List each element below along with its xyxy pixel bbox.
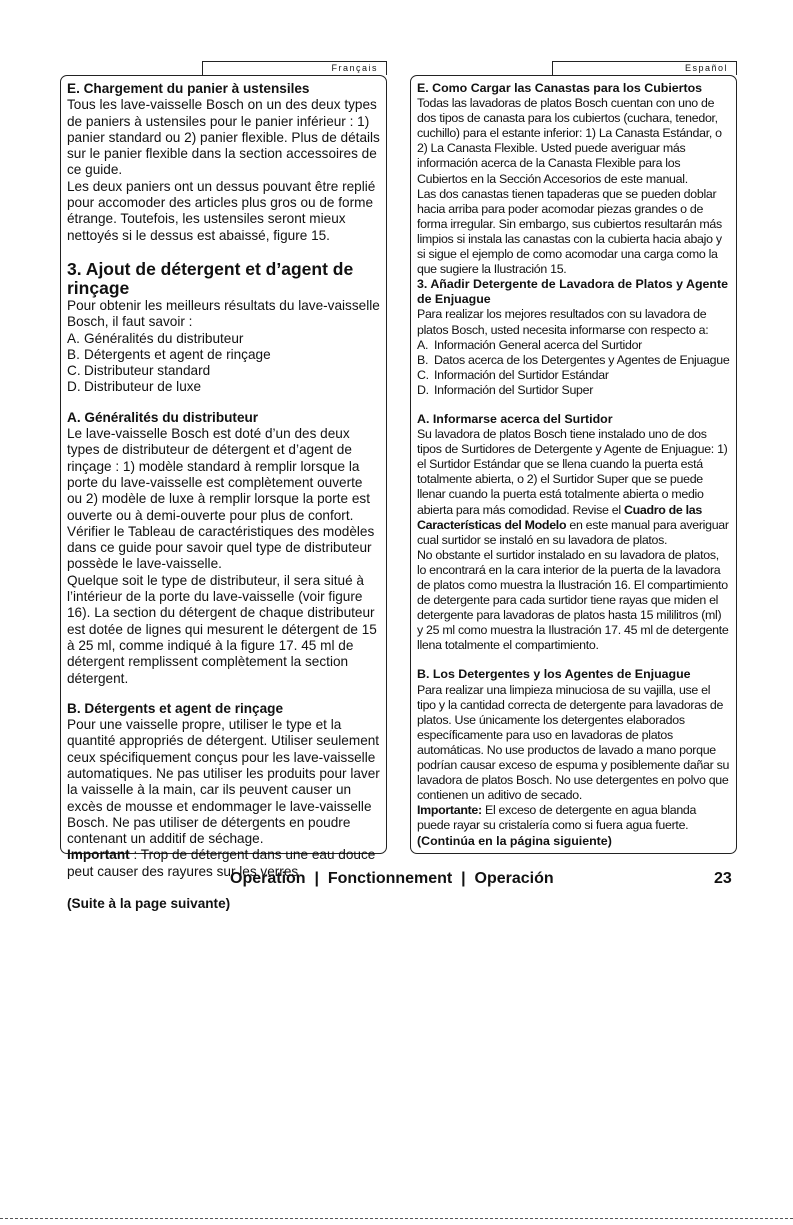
list-item: C. Información del Surtidor Estándar [417, 367, 609, 382]
section-a-paragraph: No obstante el surtidor instalado en su lavadora de platos, lo encontrará en la cara interior de la puerta de la lavadora de platos como muestra la Ilustración 16. El compartimiento de detergente para cada surtidor tiene rayas que miden el detergente para lavadoras de platos hasta 15 mililitros (ml) y 25 ml como muestra la Ilustración 17. 45 ml de detergente llena totalmente el compartimiento. [417, 547, 729, 653]
model-chart-reference: Cuadro de las Características del Modelo [417, 502, 702, 532]
section-a-heading: A. Informarse acerca del Surtidor [417, 411, 613, 426]
footer-section-title: Operation | Fonctionnement | Operación [230, 870, 554, 887]
section-a-paragraph: Le lave-vaisselle Bosch est doté d’un des deux types de distributeur de détergent et d’agent de rinçage : 1) modèle standard à remplir lorsque la porte du lave-vaisselle est complètement ouverte ou 2) modèle de luxe à remplir lorsque la porte est ouverte ou à demi-ouverte pour plus de confort. Vérifier le Tableau de caractéristiques des modèles dans ce guide pour savoir quel type de distributeur possède le lave-vaisselle. [67, 426, 375, 572]
important-text: El exceso de detergente en agua blanda puede rayar su cristalería como si fuera agua fuerte. [417, 803, 697, 833]
important-label: Important [67, 847, 130, 863]
section-3-heading: 3. Ajout de détergent et d’agent de rinçage [67, 258, 354, 298]
list-item: A. Información General acerca del Surtidor [417, 337, 642, 352]
section-e-paragraph: Les deux paniers ont un dessus pouvant être replié pour accomoder des articles plus gros ou de forme étrange. Toutefois, les ustensiles seront mieux nettoyés si le dessus est abaissé, figure 15. [67, 178, 376, 243]
page-bottom-rule [0, 1218, 793, 1219]
section-3-intro: Para realizar los mejores resultados con su lavadora de platos Bosch, usted necesita informarse con respecto a: [417, 307, 709, 337]
language-tab-french [202, 61, 387, 75]
section-e-paragraph: Las dos canastas tienen tapaderas que se pueden doblar hacia arriba para poder acomodar piezas grandes o de forma irregular. Sin embargo, sus cubiertos resultarán más limpios si instala las canastas con la cubierta hacia abajo y si sigue el ejemplo de como acomodar una carga como la que sugiere la Ilustración 15. [417, 186, 722, 277]
section-b-paragraph: Pour une vaisselle propre, utiliser le type et la quantité appropriés de détergent. Utiliser seulement ceux spécifiquement conçus pour les lave-vaisselle automatiques. Ne pas utiliser les produits pour laver la vaisselle à la main, car ils peuvent causer un excès de mousse et endommager le lave-vaisselle Bosch. Ne pas utiliser de détergents en poudre contenant un additif de séchage. [67, 717, 380, 847]
language-tab-label: Français [331, 63, 378, 73]
important-label: Importante: [417, 803, 482, 818]
important-text: : Trop de détergent dans une eau douce peut causer des rayures sur les verres. [67, 847, 376, 879]
list-item: D. Distributeur de luxe [67, 379, 202, 395]
section-a-heading: A. Généralités du distributeur [67, 409, 259, 425]
important-note [417, 803, 730, 833]
section-b-paragraph: Para realizar una limpieza minuciosa de su vajilla, use el tipo y la cantidad correcta de detergente para lavadoras de platos. Use únicamente los detergentes elaborados específicamente para uso en lavadoras de platos automáticas. No use productos de lavado a mano porque podrían causar exceso de espuma y posiblemente dañar su lavadora de platos Bosch. No use detergentes en polvo que contienen un aditivo de secado. [417, 682, 730, 803]
section-e-paragraph: Tous les lave-vaisselle Bosch on un des deux types de paniers à ustensiles pour le panier inférieur : 1) panier standard ou 2) panier flexible. Plus de détails sur le panier flexible dans la section accessoires de ce guide. [67, 97, 380, 178]
section-e-heading: E. Como Cargar las Canastas para los Cubiertos [417, 81, 703, 95]
list-item: C. Distributeur standard [67, 363, 211, 379]
list-item: A. Généralités du distributeur [67, 330, 244, 346]
section-b-heading: B. Los Detergentes y los Agentes de Enjuague [417, 667, 691, 682]
page-number: 23 [714, 870, 732, 887]
section-e-heading: E. Chargement du panier à ustensiles [67, 81, 310, 96]
list-item: B. Détergents et agent de rinçage [67, 346, 271, 362]
topic-list [417, 338, 730, 398]
section-3-heading: 3. Añadir Detergente de Lavadora de Platos y Agente de Enjuague [417, 277, 728, 307]
list-item: D. Información del Surtidor Super [417, 382, 594, 397]
french-column [60, 75, 387, 912]
section-b-heading: B. Détergents et agent de rinçage [67, 700, 284, 716]
page-footer [0, 870, 793, 890]
section-e-paragraph: Todas las lavadoras de platos Bosch cuentan con uno de dos tipos de canasta para los cubiertos (cuchara, tenedor, cuchillo) para el estante inferior: 1) La Canasta Estándar, o 2) La Canasta Flexible. Usted puede averiguar más información acerca de la Canasta Flexible para los Cubiertos en la Sección Accesorios de este manual. [417, 96, 722, 186]
section-3-intro: Pour obtenir les meilleurs résultats du lave-vaisselle Bosch, il faut savoir : [67, 297, 380, 330]
section-a-paragraph: Quelque soit le type de distributeur, il sera situé à l’intérieur de la porte du lave-vaisselle (voir figure 16). La section du détergent de chaque distributeur est dotée de lignes qui mesurent le détergent de 15 à 25 ml, comme indiqué à la figure 17. 45 ml de détergent remplissent complètement la section détergent. [67, 572, 377, 686]
list-item: B. Datos acerca de los Detergentes y Agentes de Enjuague [417, 352, 730, 367]
spanish-column [410, 75, 737, 854]
topic-list [67, 331, 380, 396]
language-tab-label: Español [684, 63, 728, 73]
continued-note: (Suite à la page suivante) [67, 896, 231, 912]
continued-note: (Continúa en la página siguiente) [417, 833, 612, 848]
language-tab-spanish [552, 61, 737, 75]
section-a-paragraph: Su lavadora de platos Bosch tiene instalado uno de dos tipos de Surtidores de Detergente y Agente de Enjuague: 1) el Surtidor Estándar que se llena cuando la puerta está totalmente abierta, o 2) el Surtidor Super que se puede llenar cuando la puerta está totalmente abierta o medio abierta para más comodidad. Revise el Cuadro de las Características del Modelo en este manual para averiguar cual surtidor se instaló en su lavadora de platos. [417, 427, 729, 547]
